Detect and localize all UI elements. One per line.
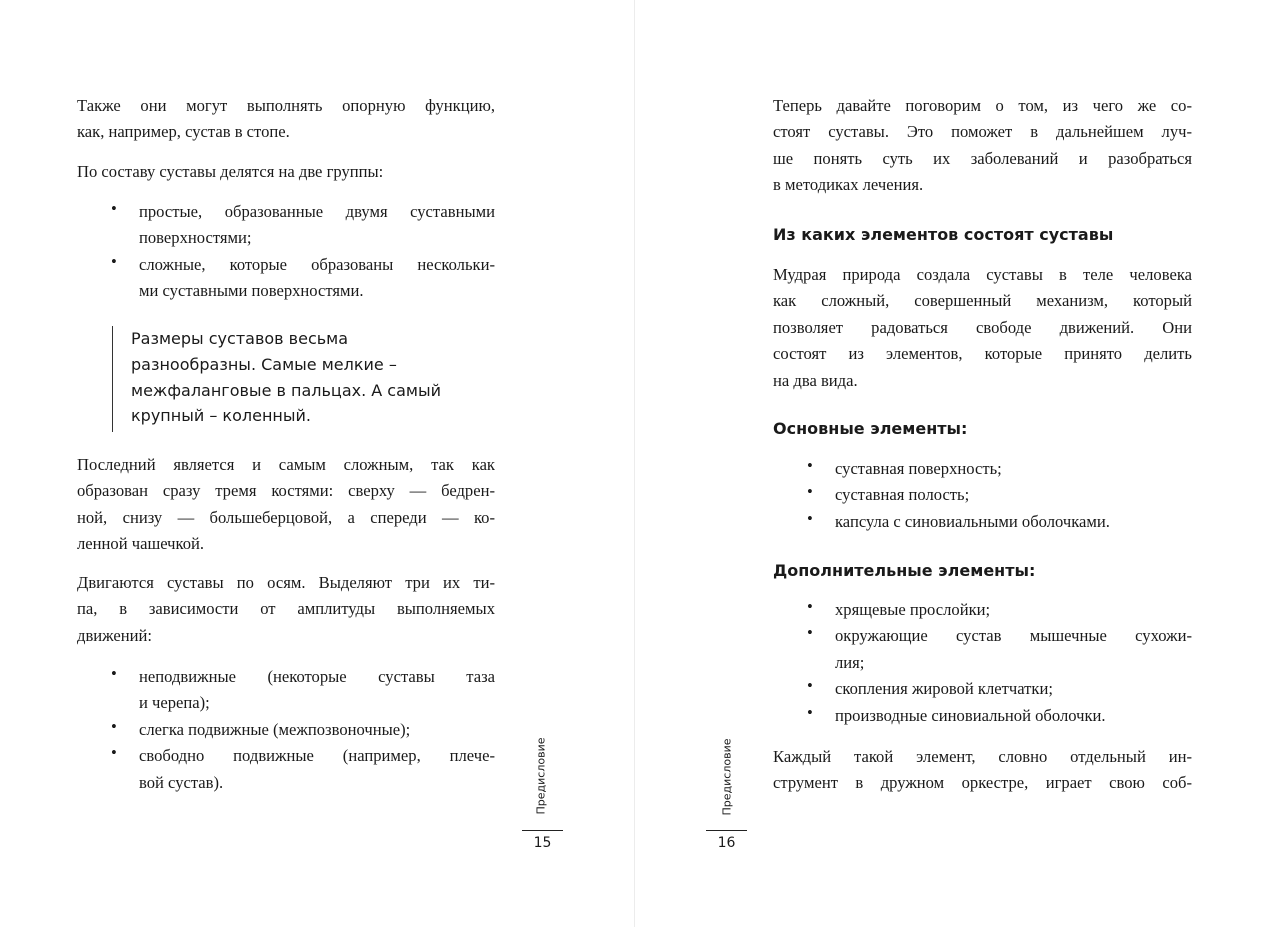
paragraph	[77, 93, 495, 146]
text-line: на два вида.	[773, 370, 858, 390]
bullet-icon: •	[807, 597, 813, 616]
page-gutter-divider	[634, 0, 635, 927]
paragraph	[773, 262, 1192, 394]
bullet-list	[77, 664, 495, 796]
text-line: ми суставными поверхностями.	[139, 281, 364, 301]
text-line: как сложный, совершенный механизм, который	[773, 291, 1192, 311]
text-line: капсула с синовиальными оболочками.	[835, 511, 1110, 531]
bullet-icon: •	[111, 716, 117, 736]
bullet-icon: •	[111, 743, 117, 763]
text-line: сложные, которые образованы нескольки-	[139, 254, 495, 274]
text-line: лия;	[835, 652, 865, 672]
text-line: суставная полость;	[835, 485, 970, 505]
list-item	[77, 199, 495, 252]
text-line: окружающие сустав мышечные сухожи-	[835, 626, 1192, 646]
text-line: Двигаются суставы по осям. Выделяют три их ти-	[77, 573, 495, 592]
pull-quote	[131, 326, 491, 429]
text-line: как, например, сустав в стопе.	[77, 122, 290, 142]
paragraph	[77, 452, 495, 558]
list-item	[773, 676, 1192, 702]
text-line: производные синовиальной оболочки.	[835, 705, 1106, 725]
list-item	[773, 456, 1192, 482]
text-line: скопления жировой клетчатки;	[835, 679, 1053, 699]
paragraph	[773, 93, 1192, 199]
list-item	[773, 509, 1192, 535]
list-item	[773, 703, 1192, 729]
text-line: Последний является и самым сложным, так как	[77, 455, 495, 474]
text-line: слегка подвижные (межпозвоночные);	[139, 719, 411, 739]
bullet-icon: •	[111, 664, 117, 683]
section-heading: Из каких элементов состоят суставы	[773, 225, 1114, 244]
bullet-icon: •	[807, 456, 813, 475]
text-line: Мудрая природа создала суставы в теле человека	[773, 265, 1192, 284]
list-item	[773, 597, 1192, 623]
page-number-rule	[706, 830, 747, 831]
text-line: образован сразу тремя костями: сверху — бедрен-	[77, 481, 495, 501]
text-line: неподвижные (некоторые суставы таза	[139, 667, 495, 686]
running-head: Предисловие	[720, 738, 734, 816]
text-line: па, в зависимости от амплитуды выполняемых	[77, 599, 495, 619]
bullet-list	[773, 456, 1192, 535]
text-line: Также они могут выполнять опорную функцию,	[77, 96, 495, 115]
text-line: ше понять суть их заболеваний и разобраться	[773, 148, 1192, 168]
page-number: 16	[717, 835, 736, 851]
text-line: ленной чашечкой.	[77, 534, 205, 554]
text-line: состоят из элементов, которые принято делить	[773, 344, 1192, 364]
text-line: крупный – коленный.	[131, 406, 311, 426]
bullet-icon: •	[807, 623, 813, 643]
running-head: Предисловие	[534, 737, 548, 815]
bullet-list	[77, 199, 495, 305]
bullet-icon: •	[807, 508, 813, 528]
subheading: Основные элементы:	[773, 419, 968, 438]
list-item	[77, 664, 495, 717]
page-number-rule	[522, 830, 563, 831]
bullet-icon: •	[807, 482, 813, 502]
text-line: в методиках лечения.	[773, 175, 924, 195]
bullet-icon: •	[807, 702, 813, 722]
text-line: Теперь давайте поговорим о том, из чего же со-	[773, 96, 1192, 115]
text-line: вой сустав).	[139, 772, 224, 792]
bullet-icon: •	[111, 199, 117, 218]
text-line: движений:	[77, 625, 153, 645]
text-line: стоят суставы. Это поможет в дальнейшем луч-	[773, 122, 1192, 142]
list-item	[77, 743, 495, 796]
text-line: поверхностями;	[139, 228, 252, 248]
text-line: суставная поверхность;	[835, 459, 1002, 478]
paragraph	[773, 744, 1192, 797]
bullet-list	[773, 597, 1192, 729]
text-line: Размеры суставов весьма	[131, 329, 349, 348]
bullet-icon: •	[807, 676, 813, 696]
text-line: простые, образованные двумя суставными	[139, 202, 495, 221]
text-line: межфаланговые в пальцах. А самый	[131, 380, 441, 400]
text-line: разнообразны. Самые мелкие –	[131, 354, 397, 374]
page-number: 15	[533, 835, 552, 851]
text-line: свободно подвижные (например, плече-	[139, 746, 495, 766]
paragraph	[77, 570, 495, 649]
bullet-icon: •	[111, 251, 117, 271]
text-line: хрящевые прослойки;	[835, 600, 991, 619]
list-item	[773, 482, 1192, 508]
quote-bar	[112, 326, 113, 432]
list-item	[77, 717, 495, 743]
subheading: Дополнительные элементы:	[773, 561, 1036, 580]
list-item	[77, 252, 495, 305]
text-line: По составу суставы делятся на две группы:	[77, 162, 384, 181]
text-line: струмент в дружном оркестре, играет свою соб-	[773, 773, 1192, 793]
text-line: и черепа);	[139, 693, 210, 713]
paragraph	[77, 159, 495, 185]
text-line: позволяет радоваться свободе движений. Они	[773, 317, 1192, 337]
text-line: ной, снизу — большеберцовой, а спереди — ко-	[77, 507, 495, 527]
text-line: Каждый такой элемент, словно отдельный ин-	[773, 747, 1192, 766]
list-item	[773, 623, 1192, 676]
